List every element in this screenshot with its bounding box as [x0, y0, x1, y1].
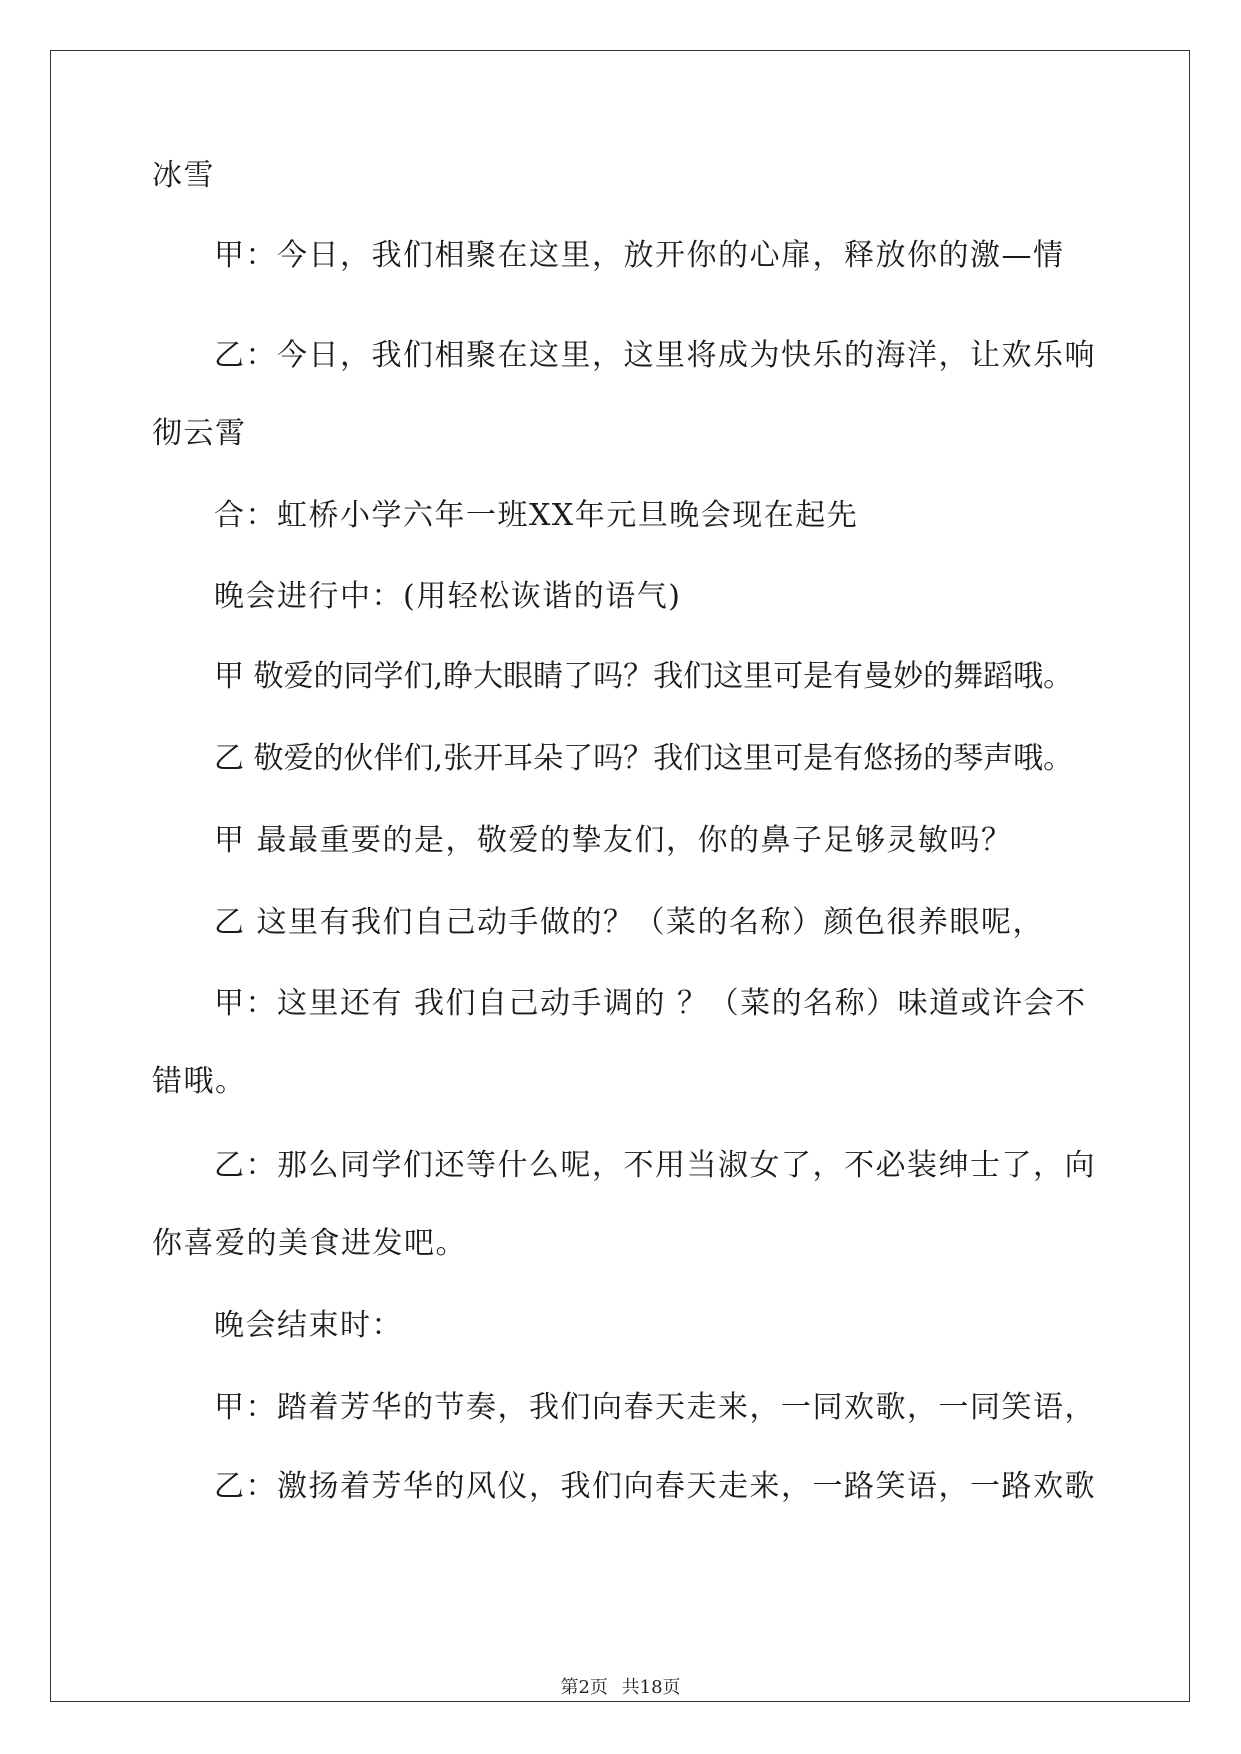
text-line: 错哦。 [152, 1064, 247, 1099]
text-line: 甲 敬爱的同学们,睁大眼睛了吗？我们这里可是有曼妙的舞蹈哦。 [214, 659, 1074, 694]
page-total: 共18页 [621, 1677, 681, 1698]
text-line: 乙 这里有我们自己动手做的？（菜的名称）颜色很养眼呢， [214, 905, 1045, 940]
text-line: 甲：今日，我们相聚在这里，放开你的心扉，释放你的激—情 [214, 238, 1065, 273]
text-line: 乙：今日，我们相聚在这里，这里将成为快乐的海洋，让欢乐响 [214, 338, 1096, 373]
page-footer [0, 1676, 1241, 1700]
page-number: 第2页 [560, 1677, 608, 1698]
text-line: 甲：踏着芳华的节奏，我们向春天走来，一同欢歌，一同笑语， [214, 1390, 1096, 1425]
text-line: 你喜爱的美食进发吧。 [152, 1226, 467, 1261]
text-line: 甲 最最重要的是，敬爱的挚友们，你的鼻子足够灵敏吗？ [214, 823, 1013, 858]
text-line: 晚会结束时： [214, 1308, 403, 1343]
text-line: 晚会进行中：(用轻松诙谐的语气) [214, 579, 682, 614]
text-line: 乙：激扬着芳华的风仪，我们向春天走来，一路笑语，一路欢歌 [214, 1469, 1096, 1504]
text-line: 甲：这里还有 我们自己动手调的 ？（菜的名称）味道或许会不 [214, 986, 1087, 1021]
text-line: 冰雪 [152, 158, 215, 193]
text-line: 乙 敬爱的伙伴们,张开耳朵了吗？我们这里可是有悠扬的琴声哦。 [214, 741, 1074, 776]
text-line: 合：虹桥小学六年一班XX年元旦晚会现在起先 [214, 498, 859, 533]
text-line: 彻云霄 [152, 416, 247, 451]
page-border [50, 50, 1190, 1702]
text-line: 乙：那么同学们还等什么呢，不用当淑女了，不必装绅士了，向 [214, 1148, 1096, 1183]
